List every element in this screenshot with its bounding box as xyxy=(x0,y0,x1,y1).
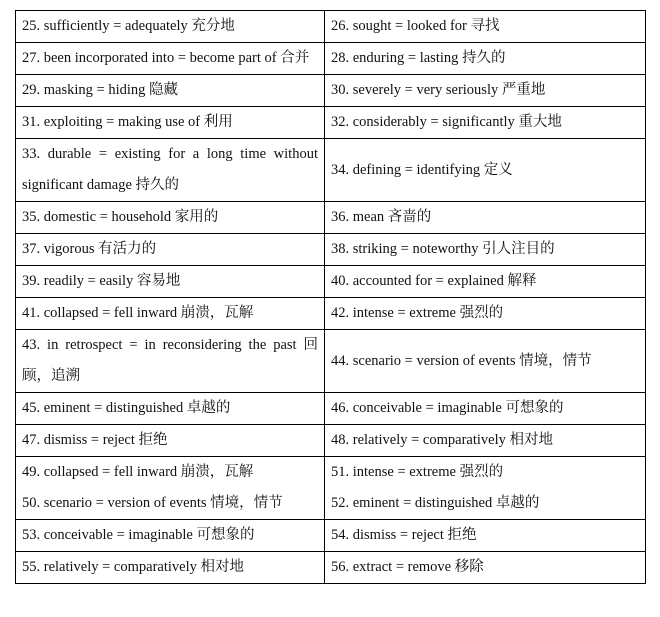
table-cell-left xyxy=(16,139,325,202)
vocab-entry: 35. domestic = household 家用的 xyxy=(22,209,219,225)
vocab-entry: 54. dismiss = reject 拒绝 xyxy=(331,527,477,543)
vocab-entry: 51. intense = extreme 强烈的 xyxy=(331,464,504,480)
table-cell-left xyxy=(16,393,325,425)
table-cell-right xyxy=(325,43,646,75)
vocab-entry: 56. extract = remove 移除 xyxy=(331,559,484,575)
vocab-entry: 46. conceivable = imaginable 可想象的 xyxy=(331,400,564,416)
vocab-entry: 25. sufficiently = adequately 充分地 xyxy=(22,18,235,34)
table-cell-left xyxy=(16,11,325,43)
table-cell-right xyxy=(325,202,646,234)
vocab-entry: 47. dismiss = reject 拒绝 xyxy=(22,432,168,448)
table-row xyxy=(16,107,646,139)
table-row xyxy=(16,11,646,43)
vocab-entry: 45. eminent = distinguished 卓越的 xyxy=(22,400,231,416)
vocabulary-page xyxy=(15,10,645,584)
vocab-entry: 48. relatively = comparatively 相对地 xyxy=(331,432,553,448)
table-cell-left xyxy=(16,552,325,584)
table-cell-right xyxy=(325,11,646,43)
table-row xyxy=(16,75,646,107)
vocab-entry: 33. durable = existing for a long time without significant damage 持久的 xyxy=(22,146,318,193)
table-row xyxy=(16,139,646,202)
table-row xyxy=(16,393,646,425)
vocab-entry: 39. readily = easily 容易地 xyxy=(22,273,181,289)
vocab-entry: 32. considerably = significantly 重大地 xyxy=(331,114,562,130)
vocab-entry: 52. eminent = distinguished 卓越的 xyxy=(331,495,540,511)
vocab-entry: 42. intense = extreme 强烈的 xyxy=(331,305,504,321)
table-cell-right xyxy=(325,520,646,552)
table-cell-right xyxy=(325,75,646,107)
table-cell-left xyxy=(16,520,325,552)
table-cell-right xyxy=(325,234,646,266)
table-row xyxy=(16,520,646,552)
vocab-entry: 30. severely = very seriously 严重地 xyxy=(331,82,546,98)
vocab-entry: 29. masking = hiding 隐藏 xyxy=(22,82,178,98)
table-cell-right xyxy=(325,139,646,202)
table-cell-right xyxy=(325,298,646,330)
table-cell-right xyxy=(325,107,646,139)
table-cell-left xyxy=(16,202,325,234)
vocab-entry: 43. in retrospect = in reconsidering the past 回顾，追溯 xyxy=(22,337,318,384)
table-cell-right xyxy=(325,266,646,298)
vocab-entry: 41. collapsed = fell inward 崩溃，瓦解 xyxy=(22,305,254,321)
table-row xyxy=(16,298,646,330)
vocab-entry: 49. collapsed = fell inward 崩溃，瓦解 xyxy=(22,464,254,480)
vocab-entry: 31. exploiting = making use of 利用 xyxy=(22,114,233,130)
table-row xyxy=(16,552,646,584)
table-cell-right xyxy=(325,393,646,425)
vocab-entry: 50. scenario = version of events 情境，情节 xyxy=(22,495,283,511)
table-cell-left xyxy=(16,425,325,457)
vocab-entry: 28. enduring = lasting 持久的 xyxy=(331,50,506,66)
vocab-entry: 36. mean 吝啬的 xyxy=(331,209,432,225)
table-row xyxy=(16,330,646,393)
table-cell-left xyxy=(16,234,325,266)
table-cell-left xyxy=(16,107,325,139)
table-cell-right xyxy=(325,457,646,520)
table-cell-right xyxy=(325,552,646,584)
table-cell-left xyxy=(16,457,325,520)
table-cell-left xyxy=(16,330,325,393)
table-cell-left xyxy=(16,43,325,75)
vocab-entry: 38. striking = noteworthy 引人注目的 xyxy=(331,241,555,257)
table-cell-left xyxy=(16,266,325,298)
vocab-entry: 37. vigorous 有活力的 xyxy=(22,241,157,257)
table-row xyxy=(16,457,646,520)
table-row xyxy=(16,266,646,298)
vocab-entry: 55. relatively = comparatively 相对地 xyxy=(22,559,244,575)
table-row xyxy=(16,425,646,457)
table-cell-right xyxy=(325,330,646,393)
table-cell-left xyxy=(16,75,325,107)
vocab-entry: 44. scenario = version of events 情境，情节 xyxy=(331,352,592,369)
vocabulary-table xyxy=(15,10,646,584)
vocab-entry: 40. accounted for = explained 解释 xyxy=(331,273,537,289)
table-cell-right xyxy=(325,425,646,457)
table-cell-left xyxy=(16,298,325,330)
vocab-entry: 26. sought = looked for 寻找 xyxy=(331,18,500,34)
table-row xyxy=(16,43,646,75)
vocab-entry: 53. conceivable = imaginable 可想象的 xyxy=(22,527,255,543)
table-row xyxy=(16,202,646,234)
vocab-entry: 27. been incorporated into = become part of 合并 xyxy=(22,50,310,66)
table-row xyxy=(16,234,646,266)
vocab-entry: 34. defining = identifying 定义 xyxy=(331,161,513,178)
